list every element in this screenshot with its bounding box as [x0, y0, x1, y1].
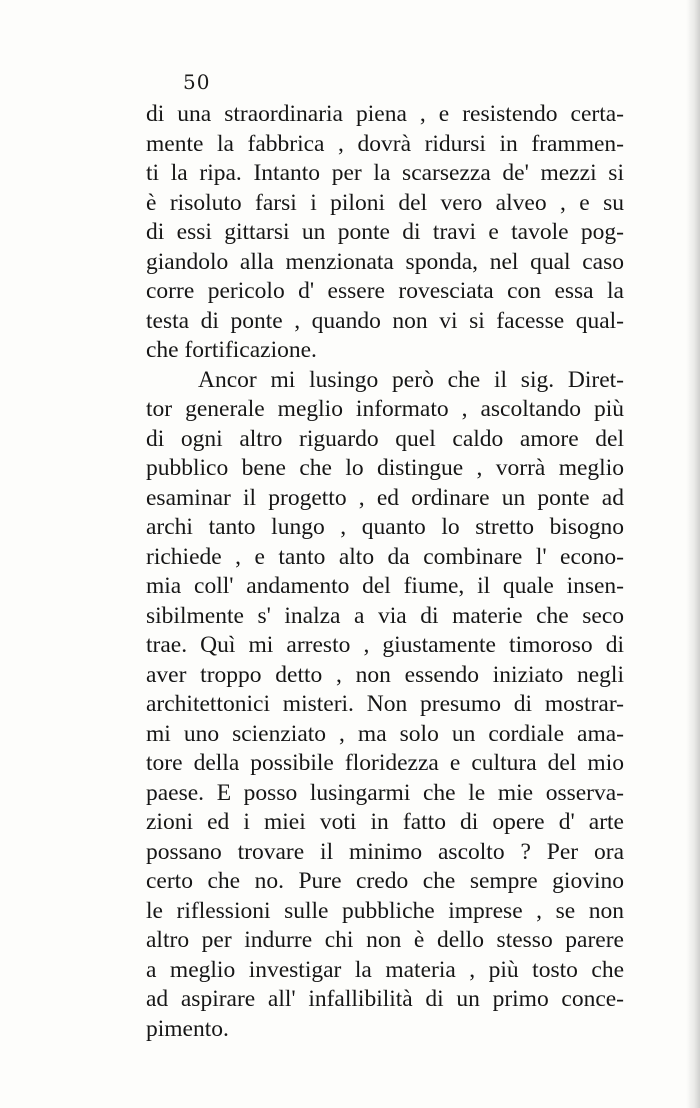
text-line: tore della possibile floridezza e cultura del mio: [146, 750, 624, 776]
text-line: pimento.: [146, 1015, 229, 1042]
paragraph: [146, 100, 624, 366]
text-line: ad aspirare all' infallibilità di un primo conce-: [146, 986, 624, 1012]
text-line: è risoluto farsi i piloni del vero alveo , e su: [146, 189, 624, 216]
text-line: certo che no. Pure credo che sempre giovino: [146, 868, 624, 894]
text-line: testa di ponte , quando non vi si facesse qual-: [146, 307, 624, 334]
text-line: di essi gittarsi un ponte di travi e tavole pog-: [146, 219, 624, 245]
text-line: giandolo alla menzionata sponda, nel qual caso: [146, 248, 624, 275]
paragraph: [146, 366, 624, 1045]
text-line: aver troppo detto , non essendo iniziato negli: [146, 661, 624, 688]
text-line: tor generale meglio informato , ascoltando più: [146, 396, 624, 422]
text-line: richiede , e tanto alto da combinare l' econo-: [146, 543, 624, 570]
text-line: archi tanto lungo , quanto lo stretto bisogno: [146, 514, 624, 540]
text-line: pubblico bene che lo distingue , vorrà meglio: [146, 455, 624, 481]
text-line: mente la fabbrica , dovrà ridursi in frammen-: [146, 130, 624, 157]
text-line: architettonici misteri. Non presumo di mostrar-: [146, 691, 624, 717]
text-line: corre pericolo d' essere rovesciata con essa la: [146, 278, 624, 304]
text-line: esaminar il progetto , ed ordinare un ponte ad: [146, 484, 624, 511]
page-number: 50: [183, 70, 211, 94]
text-line: le riflessioni sulle pubbliche imprese , se non: [146, 897, 624, 924]
text-line: zioni ed i miei voti in fatto di opere d' arte: [146, 809, 624, 835]
text-line: mi uno scienziato , ma solo un cordiale ama-: [146, 720, 624, 747]
text-line: mia coll' andamento del fiume, il quale insen-: [146, 573, 624, 599]
text-line: di ogni altro riguardo quel caldo amore del: [146, 425, 624, 452]
text-line: che fortificazione.: [146, 337, 317, 363]
page-edge-shadow: [686, 0, 700, 1108]
text-line: ti la ripa. Intanto per la scarsezza de' mezzi si: [146, 160, 624, 186]
text-line: a meglio investigar la materia , più tosto che: [146, 956, 624, 983]
text-line: paese. E posso lusingarmi che le mie osserva-: [146, 779, 624, 806]
text-line: di una straordinaria piena , e resistendo certa-: [146, 101, 624, 127]
text-line: sibilmente s' inalza a via di materie che seco: [146, 602, 624, 629]
text-line: trae. Quì mi arresto , giustamente timoroso di: [146, 632, 624, 658]
text-line: possano trovare il minimo ascolto ? Per ora: [146, 838, 624, 865]
text-line: Ancor mi lusingo però che il sig. Diret-: [198, 366, 624, 393]
page-body-text: [146, 100, 624, 1044]
text-line: altro per indurre chi non è dello stesso parere: [146, 927, 624, 953]
